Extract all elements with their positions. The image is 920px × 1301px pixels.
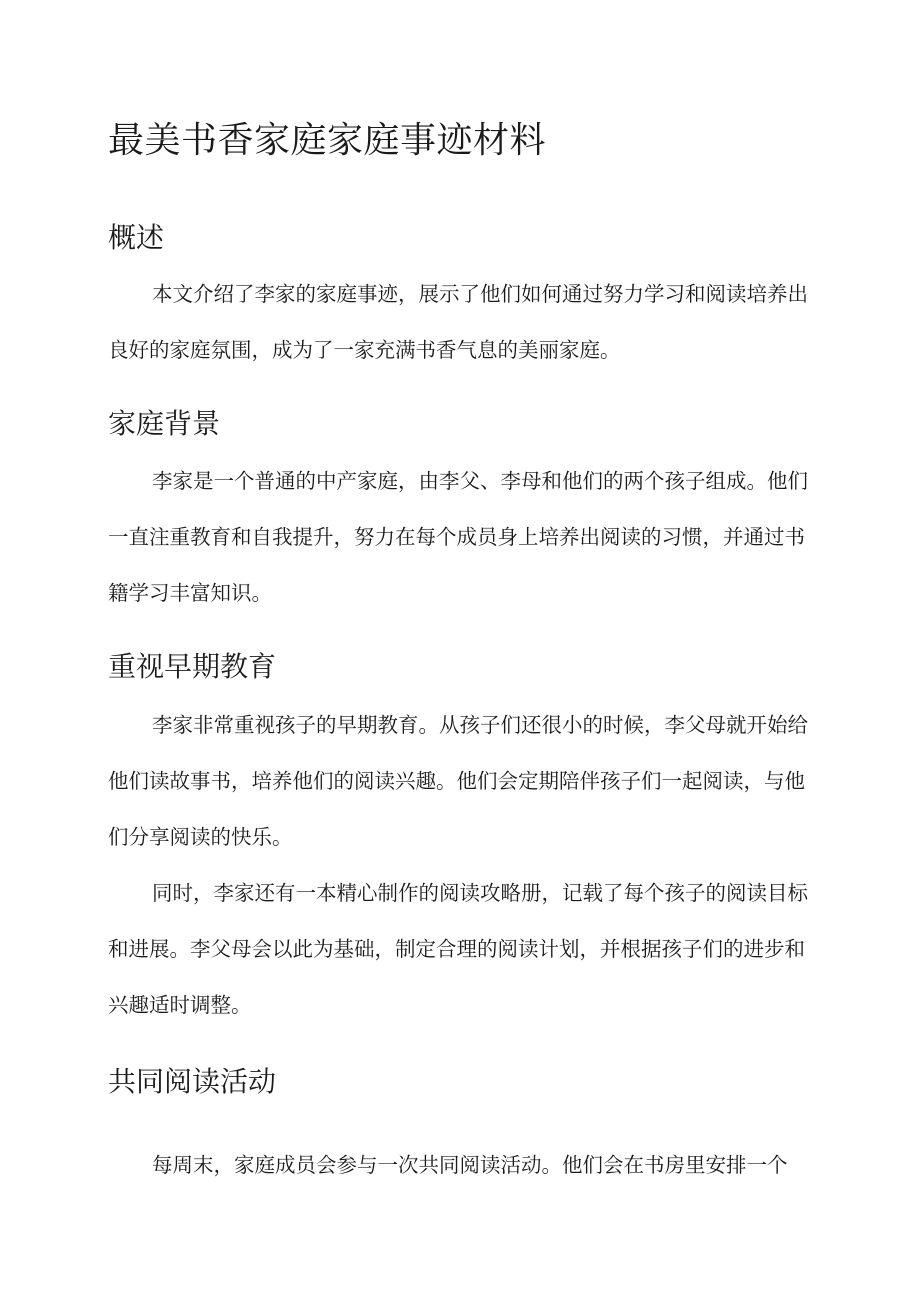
section-paragraph-background: 李家是一个普通的中产家庭，由李父、李母和他们的两个孩子组成。他们一直注重教育和自我提升，努力在每个成员身上培养出阅读的习惯，并通过书籍学习丰富知识。 <box>108 469 808 605</box>
section-heading-background: 家庭背景 <box>108 407 221 440</box>
section-heading-early-education: 重视早期教育 <box>108 650 277 683</box>
section-heading-overview: 概述 <box>108 221 165 254</box>
section-paragraph-early-education-1: 李家非常重视孩子的早期教育。从孩子们还很小的时候，李父母就开始给他们读故事书，培养他们的阅读兴趣。他们会定期陪伴孩子们一起阅读，与他们分享阅读的快乐。 <box>108 713 808 849</box>
section-paragraph-early-education-2: 同时，李家还有一本精心制作的阅读攻略册，记载了每个孩子的阅读目标和进展。李父母会以此为基础，制定合理的阅读计划，并根据孩子们的进步和兴趣适时调整。 <box>108 881 808 1017</box>
document-title: 最美书香家庭家庭事迹材料 <box>108 120 547 161</box>
section-paragraph-overview: 本文介绍了李家的家庭事迹，展示了他们如何通过努力学习和阅读培养出良好的家庭氛围，成为了一家充满书香气息的美丽家庭。 <box>108 282 808 362</box>
section-paragraph-shared-reading: 每周末，家庭成员会参与一次共同阅读活动。他们会在书房里安排一个 <box>152 1153 788 1177</box>
section-heading-shared-reading: 共同阅读活动 <box>108 1065 277 1098</box>
